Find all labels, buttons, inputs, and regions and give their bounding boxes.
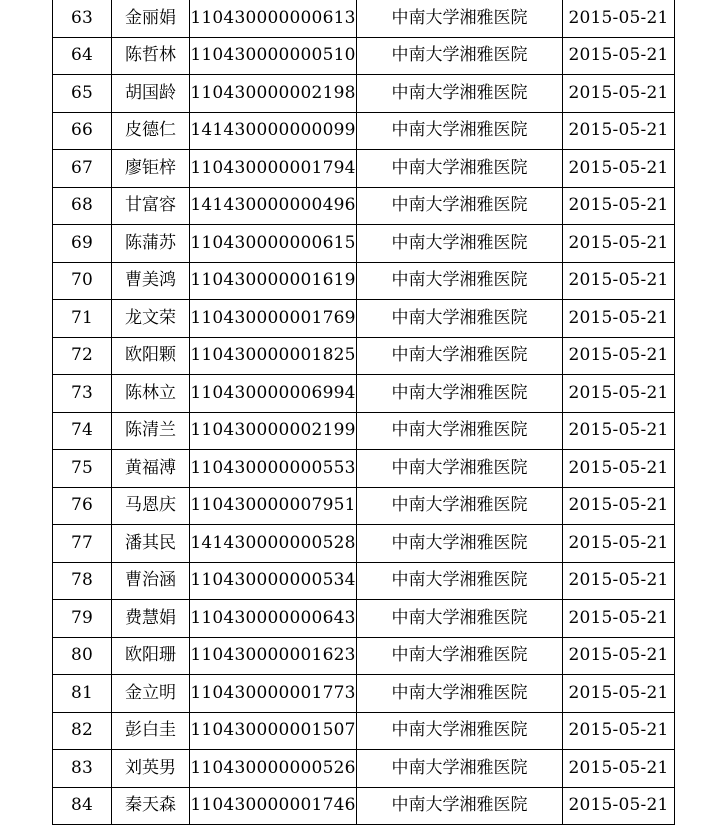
certificate-number: 141430000000496: [190, 187, 357, 225]
organization: 中南大学湘雅医院: [357, 0, 563, 37]
issue-date: 2015-05-21: [563, 262, 675, 300]
issue-date: 2015-05-21: [563, 712, 675, 750]
table-row: [53, 750, 675, 788]
organization: 中南大学湘雅医院: [357, 262, 563, 300]
certificate-number: 110430000000526: [190, 750, 357, 788]
person-name: 陈清兰: [112, 412, 190, 450]
issue-date: 2015-05-21: [563, 150, 675, 188]
person-name: 曹美鸿: [112, 262, 190, 300]
row-number: 64: [53, 37, 112, 75]
issue-date: 2015-05-21: [563, 600, 675, 638]
person-name: 曹治涵: [112, 562, 190, 600]
certificate-number: 110430000001507: [190, 712, 357, 750]
organization: 中南大学湘雅医院: [357, 750, 563, 788]
issue-date: 2015-05-21: [563, 412, 675, 450]
certificate-number: 110430000001773: [190, 675, 357, 713]
certificate-number: 110430000000510: [190, 37, 357, 75]
issue-date: 2015-05-21: [563, 787, 675, 825]
certificate-number: 110430000000615: [190, 225, 357, 263]
person-name: 马恩庆: [112, 487, 190, 525]
person-name: 甘富容: [112, 187, 190, 225]
table-row: [53, 75, 675, 113]
table-row: [53, 150, 675, 188]
person-name: 金丽娟: [112, 0, 190, 37]
row-number: 73: [53, 375, 112, 413]
issue-date: 2015-05-21: [563, 0, 675, 37]
certificate-number: 110430000001825: [190, 337, 357, 375]
issue-date: 2015-05-21: [563, 525, 675, 563]
row-number: 80: [53, 637, 112, 675]
certificate-number: 110430000002199: [190, 412, 357, 450]
person-name: 费慧娟: [112, 600, 190, 638]
row-number: 74: [53, 412, 112, 450]
issue-date: 2015-05-21: [563, 337, 675, 375]
person-name: 胡国龄: [112, 75, 190, 113]
issue-date: 2015-05-21: [563, 75, 675, 113]
organization: 中南大学湘雅医院: [357, 675, 563, 713]
row-number: 83: [53, 750, 112, 788]
table-row: [53, 300, 675, 338]
person-name: 潘其民: [112, 525, 190, 563]
person-name: 皮德仁: [112, 112, 190, 150]
table-row: [53, 525, 675, 563]
issue-date: 2015-05-21: [563, 225, 675, 263]
certificate-number: 110430000001794: [190, 150, 357, 188]
organization: 中南大学湘雅医院: [357, 600, 563, 638]
issue-date: 2015-05-21: [563, 375, 675, 413]
organization: 中南大学湘雅医院: [357, 487, 563, 525]
row-number: 77: [53, 525, 112, 563]
issue-date: 2015-05-21: [563, 637, 675, 675]
certificate-number: 110430000000553: [190, 450, 357, 488]
row-number: 68: [53, 187, 112, 225]
certificate-number: 110430000002198: [190, 75, 357, 113]
issue-date: 2015-05-21: [563, 450, 675, 488]
certificate-number: 110430000001769: [190, 300, 357, 338]
person-name: 黄福溥: [112, 450, 190, 488]
table-row: [53, 675, 675, 713]
person-name: 彭白圭: [112, 712, 190, 750]
person-name: 陈哲林: [112, 37, 190, 75]
row-number: 78: [53, 562, 112, 600]
row-number: 81: [53, 675, 112, 713]
issue-date: 2015-05-21: [563, 750, 675, 788]
table-row: [53, 600, 675, 638]
table-row: [53, 562, 675, 600]
table-row: [53, 412, 675, 450]
table-row: [53, 487, 675, 525]
organization: 中南大学湘雅医院: [357, 562, 563, 600]
person-name: 欧阳珊: [112, 637, 190, 675]
person-name: 刘英男: [112, 750, 190, 788]
table-row: [53, 450, 675, 488]
issue-date: 2015-05-21: [563, 562, 675, 600]
table-row: [53, 262, 675, 300]
certificate-number: 141430000000099: [190, 112, 357, 150]
table-row: [53, 0, 675, 37]
certificate-number: 110430000000643: [190, 600, 357, 638]
person-name: 金立明: [112, 675, 190, 713]
issue-date: 2015-05-21: [563, 187, 675, 225]
person-name: 陈林立: [112, 375, 190, 413]
table-row: [53, 225, 675, 263]
row-number: 71: [53, 300, 112, 338]
row-number: 75: [53, 450, 112, 488]
certificate-number: 110430000000613: [190, 0, 357, 37]
row-number: 84: [53, 787, 112, 825]
row-number: 79: [53, 600, 112, 638]
table-row: [53, 187, 675, 225]
person-name: 欧阳颗: [112, 337, 190, 375]
certificate-number: 110430000006994: [190, 375, 357, 413]
certificate-number: 110430000000534: [190, 562, 357, 600]
issue-date: 2015-05-21: [563, 675, 675, 713]
row-number: 69: [53, 225, 112, 263]
table-row: [53, 375, 675, 413]
organization: 中南大学湘雅医院: [357, 412, 563, 450]
issue-date: 2015-05-21: [563, 112, 675, 150]
row-number: 72: [53, 337, 112, 375]
certificate-number: 141430000000528: [190, 525, 357, 563]
certificate-number: 110430000001623: [190, 637, 357, 675]
row-number: 65: [53, 75, 112, 113]
issue-date: 2015-05-21: [563, 487, 675, 525]
table-row: [53, 712, 675, 750]
certificate-number: 110430000007951: [190, 487, 357, 525]
row-number: 67: [53, 150, 112, 188]
row-number: 76: [53, 487, 112, 525]
person-name: 秦天森: [112, 787, 190, 825]
row-number: 70: [53, 262, 112, 300]
organization: 中南大学湘雅医院: [357, 712, 563, 750]
row-number: 82: [53, 712, 112, 750]
organization: 中南大学湘雅医院: [357, 450, 563, 488]
organization: 中南大学湘雅医院: [357, 337, 563, 375]
organization: 中南大学湘雅医院: [357, 787, 563, 825]
certificate-number: 110430000001746: [190, 787, 357, 825]
person-name: 龙文荣: [112, 300, 190, 338]
organization: 中南大学湘雅医院: [357, 37, 563, 75]
person-name: 陈蒲苏: [112, 225, 190, 263]
organization: 中南大学湘雅医院: [357, 300, 563, 338]
records-table: [52, 0, 675, 825]
organization: 中南大学湘雅医院: [357, 637, 563, 675]
issue-date: 2015-05-21: [563, 300, 675, 338]
issue-date: 2015-05-21: [563, 37, 675, 75]
certificate-number: 110430000001619: [190, 262, 357, 300]
row-number: 66: [53, 112, 112, 150]
organization: 中南大学湘雅医院: [357, 187, 563, 225]
table-row: [53, 112, 675, 150]
table-row: [53, 37, 675, 75]
organization: 中南大学湘雅医院: [357, 525, 563, 563]
row-number: 63: [53, 0, 112, 37]
table-row: [53, 637, 675, 675]
organization: 中南大学湘雅医院: [357, 150, 563, 188]
organization: 中南大学湘雅医院: [357, 375, 563, 413]
organization: 中南大学湘雅医院: [357, 112, 563, 150]
person-name: 廖钜梓: [112, 150, 190, 188]
table-row: [53, 337, 675, 375]
table-row: [53, 787, 675, 825]
organization: 中南大学湘雅医院: [357, 75, 563, 113]
organization: 中南大学湘雅医院: [357, 225, 563, 263]
